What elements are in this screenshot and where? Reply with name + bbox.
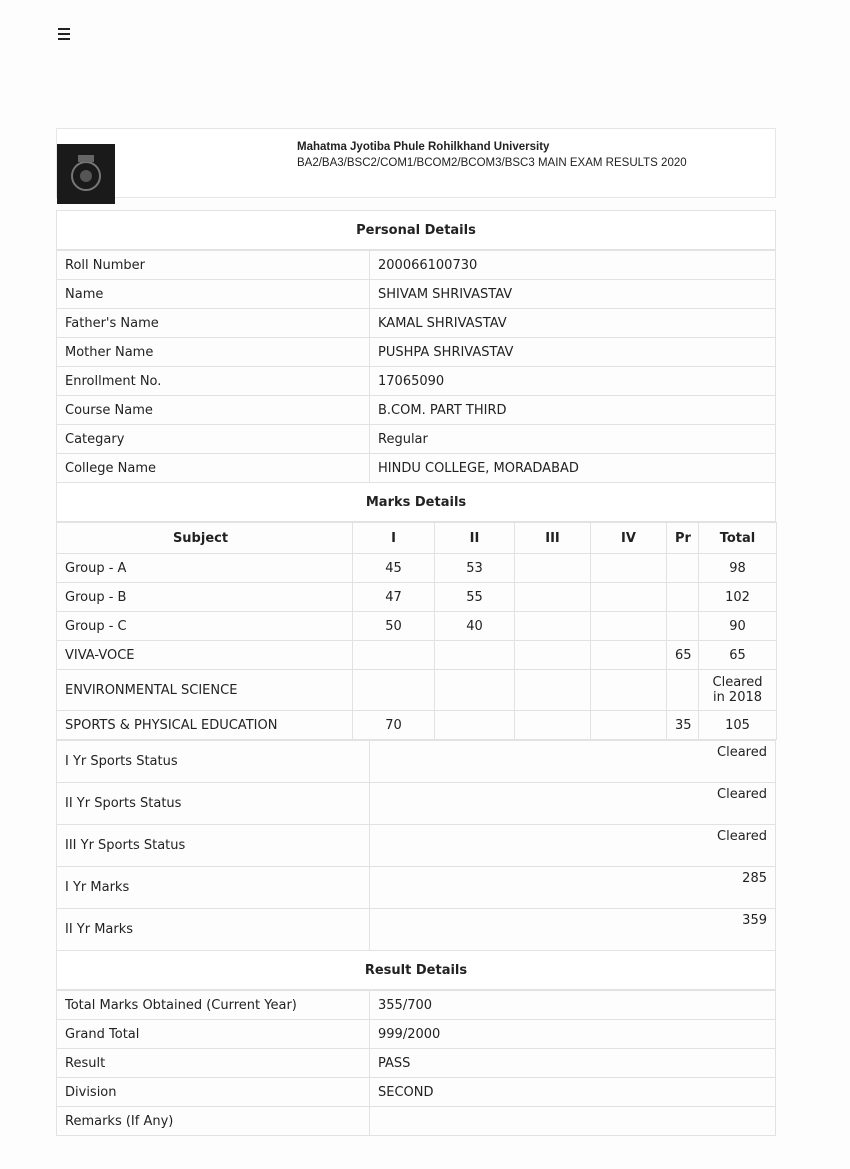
column-header: II bbox=[435, 523, 515, 554]
result-details-table bbox=[56, 990, 776, 1136]
result-value: 355/700 bbox=[370, 991, 776, 1020]
field-value: HINDU COLLEGE, MORADABAD bbox=[370, 454, 776, 483]
result-label: Total Marks Obtained (Current Year) bbox=[57, 991, 370, 1020]
field-value: PUSHPA SHRIVASTAV bbox=[370, 338, 776, 367]
marks-cell-pr bbox=[667, 583, 699, 612]
field-value: Regular bbox=[370, 425, 776, 454]
marks-cell-pr: 35 bbox=[667, 711, 699, 740]
personal-row bbox=[57, 251, 776, 280]
result-row bbox=[57, 1107, 776, 1136]
marks-row bbox=[57, 670, 777, 711]
field-label: Mother Name bbox=[57, 338, 370, 367]
menu-icon[interactable] bbox=[58, 28, 70, 43]
marks-cell-iii bbox=[515, 670, 591, 711]
marks-cell-pr bbox=[667, 670, 699, 711]
personal-row bbox=[57, 338, 776, 367]
marks-details-table bbox=[56, 522, 777, 740]
status-row bbox=[57, 909, 776, 951]
marks-cell-total: 98 bbox=[699, 554, 777, 583]
result-value bbox=[370, 1107, 776, 1136]
result-header bbox=[56, 128, 776, 198]
status-value: 285 bbox=[370, 867, 776, 909]
marks-cell-ii: 40 bbox=[435, 612, 515, 641]
marks-cell-iv bbox=[591, 641, 667, 670]
field-value: SHIVAM SHRIVASTAV bbox=[370, 280, 776, 309]
column-header: Pr bbox=[667, 523, 699, 554]
status-label: II Yr Sports Status bbox=[57, 783, 370, 825]
marks-cell-pr bbox=[667, 554, 699, 583]
personal-row bbox=[57, 396, 776, 425]
marks-details-heading: Marks Details bbox=[56, 483, 776, 522]
field-value: 200066100730 bbox=[370, 251, 776, 280]
exam-title: BA2/BA3/BSC2/COM1/BCOM2/BCOM3/BSC3 MAIN EXAM RESULTS 2020 bbox=[297, 157, 687, 169]
field-label: Course Name bbox=[57, 396, 370, 425]
column-header: IV bbox=[591, 523, 667, 554]
result-details-heading: Result Details bbox=[56, 951, 776, 990]
result-value: PASS bbox=[370, 1049, 776, 1078]
column-header: III bbox=[515, 523, 591, 554]
marks-cell-iii bbox=[515, 641, 591, 670]
result-sheet bbox=[56, 128, 776, 1136]
marks-cell-ii: 53 bbox=[435, 554, 515, 583]
marks-cell-pr: 65 bbox=[667, 641, 699, 670]
field-value: KAMAL SHRIVASTAV bbox=[370, 309, 776, 338]
marks-cell-i: 50 bbox=[353, 612, 435, 641]
marks-cell-iv bbox=[591, 670, 667, 711]
status-label: III Yr Sports Status bbox=[57, 825, 370, 867]
subject-name: Group - C bbox=[57, 612, 353, 641]
status-label: I Yr Marks bbox=[57, 867, 370, 909]
personal-row bbox=[57, 367, 776, 396]
marks-cell-iv bbox=[591, 583, 667, 612]
field-label: Name bbox=[57, 280, 370, 309]
result-value: 999/2000 bbox=[370, 1020, 776, 1049]
status-row bbox=[57, 825, 776, 867]
personal-row bbox=[57, 280, 776, 309]
marks-cell-iii bbox=[515, 711, 591, 740]
column-header: I bbox=[353, 523, 435, 554]
sports-status-table bbox=[56, 740, 776, 951]
field-label: Enrollment No. bbox=[57, 367, 370, 396]
personal-row bbox=[57, 309, 776, 338]
marks-cell-iv bbox=[591, 554, 667, 583]
column-header: Total bbox=[699, 523, 777, 554]
result-label: Division bbox=[57, 1078, 370, 1107]
marks-cell-ii bbox=[435, 711, 515, 740]
marks-cell-i bbox=[353, 641, 435, 670]
result-value: SECOND bbox=[370, 1078, 776, 1107]
university-emblem-icon bbox=[66, 152, 106, 196]
marks-cell-i: 45 bbox=[353, 554, 435, 583]
marks-row bbox=[57, 554, 777, 583]
marks-cell-total: 90 bbox=[699, 612, 777, 641]
marks-cell-pr bbox=[667, 612, 699, 641]
marks-cell-total: Cleared in 2018 bbox=[699, 670, 777, 711]
marks-cell-iii bbox=[515, 554, 591, 583]
subject-name: VIVA-VOCE bbox=[57, 641, 353, 670]
result-label: Result bbox=[57, 1049, 370, 1078]
status-row bbox=[57, 741, 776, 783]
field-label: College Name bbox=[57, 454, 370, 483]
field-label: Categary bbox=[57, 425, 370, 454]
marks-cell-iv bbox=[591, 612, 667, 641]
marks-cell-i bbox=[353, 670, 435, 711]
marks-row bbox=[57, 583, 777, 612]
marks-cell-i: 70 bbox=[353, 711, 435, 740]
result-row bbox=[57, 1020, 776, 1049]
marks-cell-iv bbox=[591, 711, 667, 740]
status-label: I Yr Sports Status bbox=[57, 741, 370, 783]
subject-name: ENVIRONMENTAL SCIENCE bbox=[57, 670, 353, 711]
status-value: Cleared bbox=[370, 741, 776, 783]
university-name: Mahatma Jyotiba Phule Rohilkhand University bbox=[297, 141, 550, 153]
status-value: Cleared bbox=[370, 783, 776, 825]
status-value: Cleared bbox=[370, 825, 776, 867]
marks-cell-iii bbox=[515, 612, 591, 641]
result-label: Grand Total bbox=[57, 1020, 370, 1049]
marks-cell-ii: 55 bbox=[435, 583, 515, 612]
field-value: 17065090 bbox=[370, 367, 776, 396]
university-logo bbox=[57, 144, 115, 204]
marks-cell-total: 102 bbox=[699, 583, 777, 612]
field-label: Roll Number bbox=[57, 251, 370, 280]
status-label: II Yr Marks bbox=[57, 909, 370, 951]
result-label: Remarks (If Any) bbox=[57, 1107, 370, 1136]
field-label: Father's Name bbox=[57, 309, 370, 338]
result-row bbox=[57, 991, 776, 1020]
result-row bbox=[57, 1049, 776, 1078]
personal-details-heading: Personal Details bbox=[56, 210, 776, 250]
marks-row bbox=[57, 641, 777, 670]
personal-row bbox=[57, 425, 776, 454]
personal-row bbox=[57, 454, 776, 483]
personal-details-table bbox=[56, 250, 776, 483]
column-header: Subject bbox=[57, 523, 353, 554]
marks-cell-ii bbox=[435, 641, 515, 670]
status-row bbox=[57, 867, 776, 909]
marks-cell-total: 105 bbox=[699, 711, 777, 740]
marks-cell-total: 65 bbox=[699, 641, 777, 670]
subject-name: Group - A bbox=[57, 554, 353, 583]
status-row bbox=[57, 783, 776, 825]
field-value: B.COM. PART THIRD bbox=[370, 396, 776, 425]
marks-row bbox=[57, 711, 777, 740]
result-row bbox=[57, 1078, 776, 1107]
marks-row bbox=[57, 612, 777, 641]
marks-cell-ii bbox=[435, 670, 515, 711]
marks-cell-iii bbox=[515, 583, 591, 612]
status-value: 359 bbox=[370, 909, 776, 951]
subject-name: Group - B bbox=[57, 583, 353, 612]
subject-name: SPORTS & PHYSICAL EDUCATION bbox=[57, 711, 353, 740]
marks-cell-i: 47 bbox=[353, 583, 435, 612]
